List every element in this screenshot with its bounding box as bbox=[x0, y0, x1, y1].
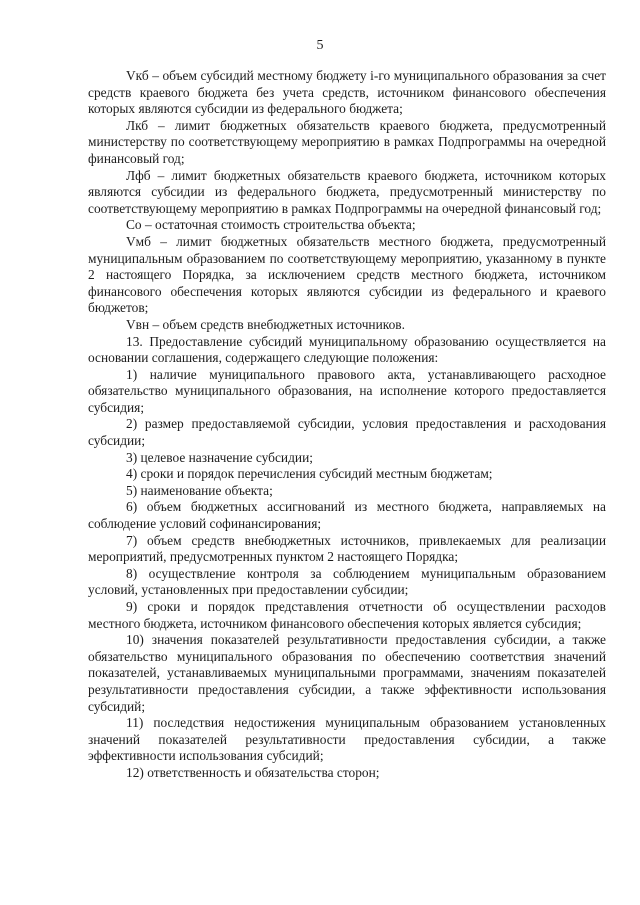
list-item-6: 6) объем бюджетных ассигнований из местного бюджета, направляемых на соблюдение условий софинансирования; bbox=[88, 499, 606, 532]
paragraph-lkb-definition: Лкб – лимит бюджетных обязательств краевого бюджета, предусмотренный министерству по соответствующему мероприятию в рамках Подпрограммы на очередной финансовый год; bbox=[88, 117, 606, 166]
list-item-1: 1) наличие муниципального правового акта, устанавливающего расходное обязательство муниципального образования, на исполнение которого предоставляется субсидия; bbox=[88, 366, 606, 415]
list-item-9: 9) сроки и порядок представления отчетности об осуществлении расходов местного бюджета, источником финансового обеспечения которых является субсидия; bbox=[88, 599, 606, 631]
list-item-12: 12) ответственность и обязательства сторон; bbox=[126, 764, 380, 780]
paragraph-lfb-definition: Лфб – лимит бюджетных обязательств краевого бюджета, источником которых являются субсидии из федерального бюджета, предусмотренный министерству по соответствующему мероприятию в рамках Подпрограммы на очередной финансовый год; bbox=[88, 167, 606, 216]
paragraph-vvn-definition: Vвн – объем средств внебюджетных источников. bbox=[126, 316, 405, 332]
paragraph-co-definition: Со – остаточная стоимость строительства объекта; bbox=[126, 217, 416, 233]
list-item-7: 7) объем средств внебюджетных источников, привлекаемых для реализации мероприятий, предусмотренных пунктом 2 настоящего Порядка; bbox=[88, 532, 606, 565]
list-item-5: 5) наименование объекта; bbox=[126, 482, 273, 498]
page-number: 5 bbox=[316, 38, 324, 53]
paragraph-clause-13: 13. Предоставление субсидий муниципальному образованию осуществляется на основании соглашения, содержащего следующие положения: bbox=[88, 333, 606, 366]
paragraph-vmb-definition: Vмб – лимит бюджетных обязательств местного бюджета, предусмотренный муниципальным образованием по соответствующему мероприятию, указанному в пункте 2 настоящего Порядка, за исключением средств местного бюджета, источником финансового обеспечения которых являются субсидии из федерального и краевого бюджетов; bbox=[88, 233, 606, 316]
list-item-11: 11) последствия недостижения муниципальным образованием установленных значений показателей результативности предоставления субсидии, а также эффективности использования субсидий; bbox=[88, 715, 606, 764]
list-item-2: 2) размер предоставляемой субсидии, условия предоставления и расходования субсидии; bbox=[88, 416, 606, 449]
list-item-3: 3) целевое назначение субсидии; bbox=[126, 449, 313, 465]
list-item-10: 10) значения показателей результативности предоставления субсидии, а также обязательство муниципального образования по обеспечению соответствия значений показателей, устанавливаемых муниципальными программами, значениям показателей результативности предоставления субсидии, а также эффективности использования субсидий; bbox=[88, 632, 606, 714]
list-item-8: 8) осуществление контроля за соблюдением муниципальным образованием условий, установленных при предоставлении субсидии; bbox=[88, 565, 606, 598]
paragraph-vkb-definition: Vкб – объем субсидий местному бюджету i-го муниципального образования за счет средств краевого бюджета без учета средств, источником финансового обеспечения которых являются субсидии из федерального бюджета; bbox=[88, 68, 606, 117]
document-body bbox=[88, 68, 606, 782]
list-item-4: 4) сроки и порядок перечисления субсидий местным бюджетам; bbox=[126, 466, 493, 482]
